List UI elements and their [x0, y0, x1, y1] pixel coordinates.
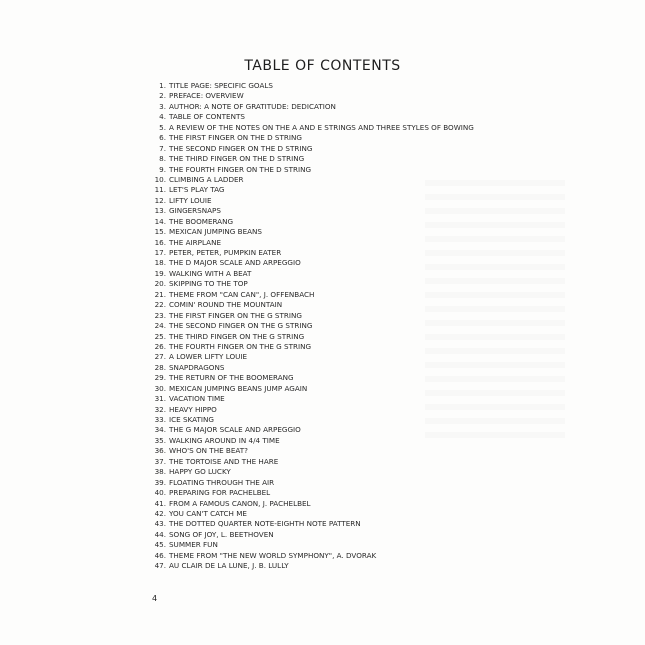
toc-entry-number: 2.: [159, 91, 166, 101]
toc-entry: [150, 144, 474, 154]
toc-entry: [150, 238, 474, 248]
toc-entry-title: THEME FROM "THE NEW WORLD SYMPHONY", A. DVORAK: [169, 550, 377, 560]
toc-entry-title: GINGERSNAPS: [169, 206, 221, 216]
toc-entry-title: SONG OF JOY, L. BEETHOVEN: [169, 529, 274, 539]
toc-entry: [150, 561, 474, 571]
toc-entry: [150, 352, 474, 362]
toc-entry-number: 22.: [154, 300, 166, 310]
toc-entry-title: TABLE OF CONTENTS: [169, 112, 245, 122]
toc-entry: [150, 248, 474, 258]
toc-entry: [150, 332, 474, 342]
toc-entry-title: THE D MAJOR SCALE AND ARPEGGIO: [169, 258, 301, 268]
toc-entry: [150, 185, 474, 195]
toc-entry: [150, 530, 474, 540]
page-number: 4: [152, 594, 158, 603]
toc-entry: [150, 112, 474, 122]
toc-entry-title: THE SECOND FINGER ON THE G STRING: [169, 321, 313, 331]
toc-entry-number: 36.: [154, 446, 166, 456]
toc-entry: [150, 499, 474, 509]
table-of-contents-list: [150, 81, 474, 572]
toc-entry-number: 12.: [154, 195, 166, 205]
toc-entry-number: 29.: [154, 373, 166, 383]
toc-entry: [150, 206, 474, 216]
toc-entry-number: 32.: [154, 404, 166, 414]
toc-entry-title: VACATION TIME: [169, 394, 225, 404]
toc-entry: [150, 165, 474, 175]
toc-entry: [150, 342, 474, 352]
toc-entry-title: MEXICAN JUMPING BEANS JUMP AGAIN: [169, 383, 308, 393]
toc-entry-title: FLOATING THROUGH THE AIR: [169, 477, 275, 487]
toc-entry-title: WHO'S ON THE BEAT?: [169, 446, 248, 456]
toc-entry-title: THE SECOND FINGER ON THE D STRING: [169, 143, 313, 153]
toc-entry-number: 19.: [154, 268, 166, 278]
toc-entry: [150, 269, 474, 279]
toc-entry-number: 35.: [154, 435, 166, 445]
toc-entry-number: 21.: [154, 289, 166, 299]
toc-entry-title: A LOWER LIFTY LOUIE: [169, 352, 248, 362]
toc-entry: [150, 425, 474, 435]
toc-entry-number: 20.: [154, 279, 166, 289]
toc-entry: [150, 81, 474, 91]
toc-entry-title: ICE SKATING: [169, 415, 214, 424]
toc-entry-title: PREPARING FOR PACHELBEL: [169, 488, 271, 498]
toc-entry-number: 26.: [154, 341, 166, 351]
toc-entry-number: 47.: [154, 561, 166, 571]
toc-entry: [150, 102, 474, 112]
toc-entry-title: THE RETURN OF THE BOOMERANG: [169, 373, 294, 383]
toc-entry-title: MEXICAN JUMPING BEANS: [169, 227, 262, 237]
toc-entry: [150, 154, 474, 164]
toc-entry: [150, 373, 474, 383]
toc-entry-title: SKIPPING TO THE TOP: [169, 279, 248, 289]
toc-entry-title: LIFTY LOUIE: [169, 195, 212, 205]
toc-entry: [150, 457, 474, 467]
toc-entry: [150, 196, 474, 206]
toc-entry: [150, 279, 474, 289]
toc-entry-title: FROM A FAMOUS CANON, J. PACHELBEL: [169, 498, 311, 508]
toc-entry-title: CLIMBING A LADDER: [169, 174, 244, 184]
toc-entry-number: 24.: [154, 321, 166, 331]
toc-entry: [150, 488, 474, 498]
toc-entry-number: 28.: [154, 362, 166, 372]
toc-entry: [150, 405, 474, 415]
toc-entry: [150, 509, 474, 519]
toc-entry-number: 5.: [159, 122, 166, 132]
toc-entry: [150, 258, 474, 268]
toc-entry-number: 17.: [154, 248, 166, 257]
toc-entry: [150, 217, 474, 227]
toc-entry-number: 11.: [154, 185, 166, 195]
toc-entry-number: 15.: [154, 227, 166, 237]
toc-entry-number: 1.: [159, 81, 166, 90]
toc-entry-number: 44.: [154, 529, 166, 539]
toc-entry-number: 10.: [154, 174, 166, 184]
toc-entry-number: 27.: [154, 352, 166, 362]
toc-entry-number: 8.: [159, 154, 166, 164]
toc-entry-number: 45.: [154, 540, 166, 550]
toc-entry-number: 14.: [154, 216, 166, 226]
toc-entry-title: THE FIRST FINGER ON THE D STRING: [169, 133, 302, 143]
toc-entry-title: SUMMER FUN: [169, 540, 218, 550]
toc-entry-title: LET'S PLAY TAG: [169, 185, 225, 195]
toc-entry-title: THEME FROM "CAN CAN", J. OFFENBACH: [169, 289, 315, 299]
toc-entry: [150, 446, 474, 456]
toc-entry-title: COMIN' ROUND THE MOUNTAIN: [169, 300, 283, 310]
toc-entry-number: 40.: [154, 488, 166, 498]
toc-entry-title: AUTHOR: A NOTE OF GRATITUDE: DEDICATION: [169, 101, 336, 111]
toc-entry-number: 16.: [154, 237, 166, 247]
toc-entry: [150, 551, 474, 561]
toc-entry-title: AU CLAIR DE LA LUNE, J. B. LULLY: [169, 561, 289, 571]
toc-entry: [150, 133, 474, 143]
toc-entry-number: 37.: [154, 456, 166, 466]
toc-entry-title: TITLE PAGE: SPECIFIC GOALS: [169, 81, 273, 90]
toc-entry-title: THE G MAJOR SCALE AND ARPEGGIO: [169, 425, 301, 435]
toc-entry-title: A REVIEW OF THE NOTES ON THE A AND E STRINGS AND THREE STYLES OF BOWING: [169, 122, 474, 132]
toc-entry-title: THE FOURTH FINGER ON THE D STRING: [169, 164, 312, 174]
toc-entry: [150, 321, 474, 331]
toc-entry-number: 39.: [154, 477, 166, 487]
toc-entry-number: 33.: [154, 415, 166, 424]
toc-entry-number: 46.: [154, 550, 166, 560]
toc-entry: [150, 436, 474, 446]
toc-entry-number: 41.: [154, 498, 166, 508]
toc-entry-title: THE DOTTED QUARTER NOTE-EIGHTH NOTE PATTERN: [169, 519, 361, 529]
toc-entry: [150, 478, 474, 488]
toc-entry: [150, 227, 474, 237]
toc-entry-title: THE THIRD FINGER ON THE G STRING: [169, 331, 305, 341]
toc-entry-number: 9.: [159, 164, 166, 174]
toc-entry-title: THE THIRD FINGER ON THE D STRING: [169, 154, 305, 164]
toc-entry-title: WALKING WITH A BEAT: [169, 268, 252, 278]
page-title: TABLE OF CONTENTS: [244, 58, 401, 74]
toc-entry-title: SNAPDRAGONS: [169, 362, 225, 372]
toc-entry-title: YOU CAN'T CATCH ME: [169, 508, 247, 518]
toc-entry-number: 23.: [154, 310, 166, 320]
toc-entry-number: 34.: [154, 425, 166, 435]
toc-entry-title: THE AIRPLANE: [169, 237, 221, 247]
toc-entry-title: WALKING AROUND IN 4/4 TIME: [169, 435, 280, 445]
toc-entry-title: PETER, PETER, PUMPKIN EATER: [169, 248, 282, 257]
toc-entry-number: 3.: [159, 101, 166, 111]
toc-entry-number: 42.: [154, 508, 166, 518]
toc-entry-number: 18.: [154, 258, 166, 268]
toc-entry-title: THE FOURTH FINGER ON THE G STRING: [169, 341, 312, 351]
toc-entry: [150, 384, 474, 394]
toc-entry-number: 13.: [154, 206, 166, 216]
toc-entry-number: 6.: [159, 133, 166, 143]
toc-entry-title: PREFACE: OVERVIEW: [169, 91, 244, 101]
toc-entry-number: 38.: [154, 467, 166, 477]
toc-entry: [150, 123, 474, 133]
toc-entry: [150, 300, 474, 310]
toc-entry-title: THE FIRST FINGER ON THE G STRING: [169, 310, 302, 320]
toc-entry-number: 43.: [154, 519, 166, 529]
toc-entry: [150, 91, 474, 101]
toc-entry-title: HAPPY GO LUCKY: [169, 467, 231, 477]
toc-entry: [150, 467, 474, 477]
toc-entry-number: 25.: [154, 331, 166, 341]
toc-entry: [150, 290, 474, 300]
toc-entry-number: 31.: [154, 394, 166, 404]
toc-entry: [150, 540, 474, 550]
toc-entry-title: THE TORTOISE AND THE HARE: [169, 456, 279, 466]
toc-entry-number: 30.: [154, 383, 166, 393]
toc-entry-number: 7.: [159, 143, 166, 153]
toc-entry: [150, 363, 474, 373]
toc-entry-title: THE BOOMERANG: [169, 216, 234, 226]
toc-entry: [150, 175, 474, 185]
toc-entry: [150, 311, 474, 321]
toc-entry: [150, 415, 474, 425]
toc-entry-number: 4.: [159, 112, 166, 122]
toc-entry-title: HEAVY HIPPO: [169, 404, 217, 414]
toc-entry: [150, 519, 474, 529]
toc-entry: [150, 394, 474, 404]
